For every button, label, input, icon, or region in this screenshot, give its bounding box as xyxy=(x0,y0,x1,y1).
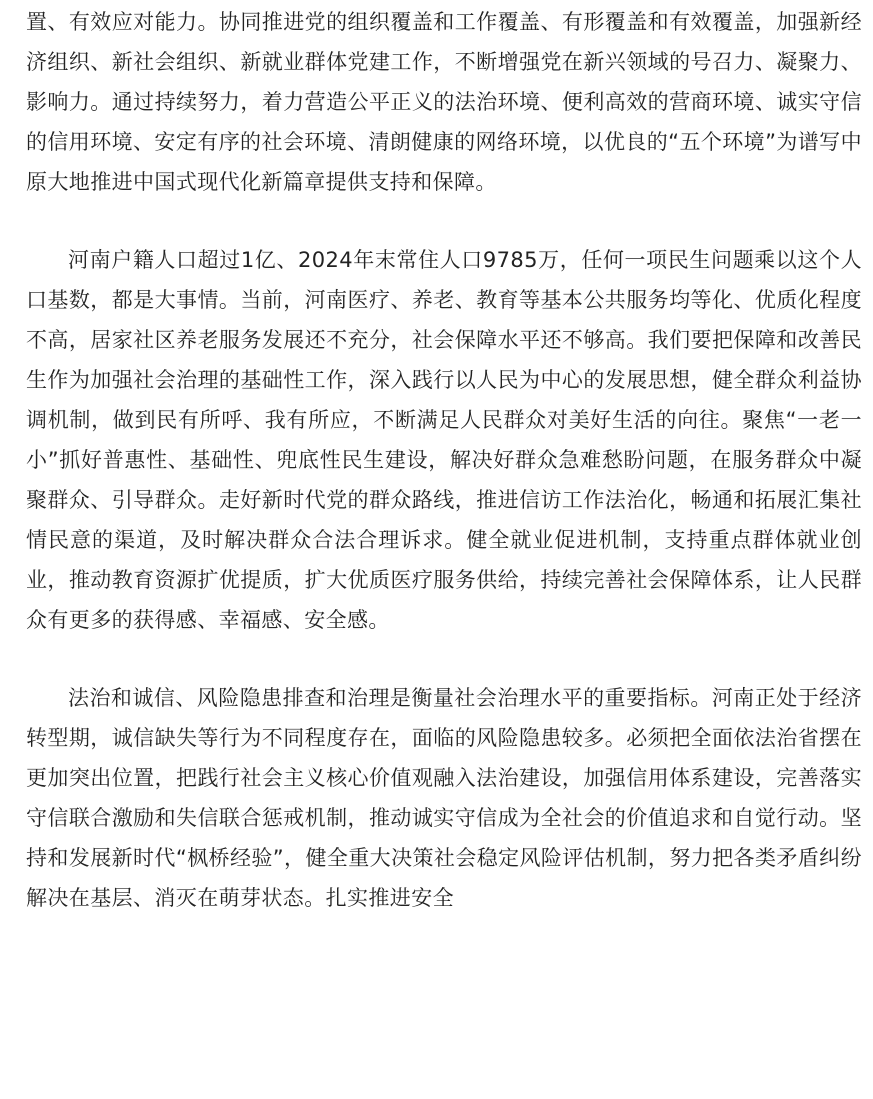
paragraph-livelihood: 河南户籍人口超过1亿、2024年末常住人口9785万，任何一项民生问题乘以这个人口基数，都是大事情。当前，河南医疗、养老、教育等基本公共服务均等化、优质化程度不高，居家社区养老服务发展还不充分，社会保障水平还不够高。我们要把保障和改善民生作为加强社会治理的基础性工作，深入践行以人民为中心的发展思想，健全群众利益协调机制，做到民有所呼、我有所应，不断满足人民群众对美好生活的向往。聚焦“一老一小”抓好普惠性、基础性、兜底性民生建设，解决好群众急难愁盼问题，在服务群众中凝聚群众、引导群众。走好新时代党的群众路线，推进信访工作法治化，畅通和拓展汇集社情民意的渠道，及时解决群众合法合理诉求。健全就业促进机制，支持重点群体就业创业，推动教育资源扩优提质，扩大优质医疗服务供给，持续完善社会保障体系，让人民群众有更多的获得感、幸福感、安全感。 xyxy=(26,248,862,632)
paragraph-continued: 置、有效应对能力。协同推进党的组织覆盖和工作覆盖、有形覆盖和有效覆盖，加强新经济组织、新社会组织、新就业群体党建工作，不断增强党在新兴领域的号召力、凝聚力、影响力。通过持续努力，着力营造公平正义的法治环境、便利高效的营商环境、诚实守信的信用环境、安定有序的社会环境、清朗健康的网络环境，以优良的“五个环境”为谱写中原大地推进中国式现代化新篇章提供支持和保障。 xyxy=(26,10,862,194)
paragraph-rule-of-law: 法治和诚信、风险隐患排查和治理是衡量社会治理水平的重要指标。河南正处于经济转型期，诚信缺失等行为不同程度存在，面临的风险隐患较多。必须把全面依法治省摆在更加突出位置，把践行社会主义核心价值观融入法治建设，加强信用体系建设，完善落实守信联合激励和失信联合惩戒机制，推动诚实守信成为全社会的价值追求和自觉行动。坚持和发展新时代“枫桥经验”，健全重大决策社会稳定风险评估机制，努力把各类矛盾纠纷解决在基层、消灭在萌芽状态。扎实推进安全 xyxy=(26,686,862,910)
article-body xyxy=(26,0,862,918)
